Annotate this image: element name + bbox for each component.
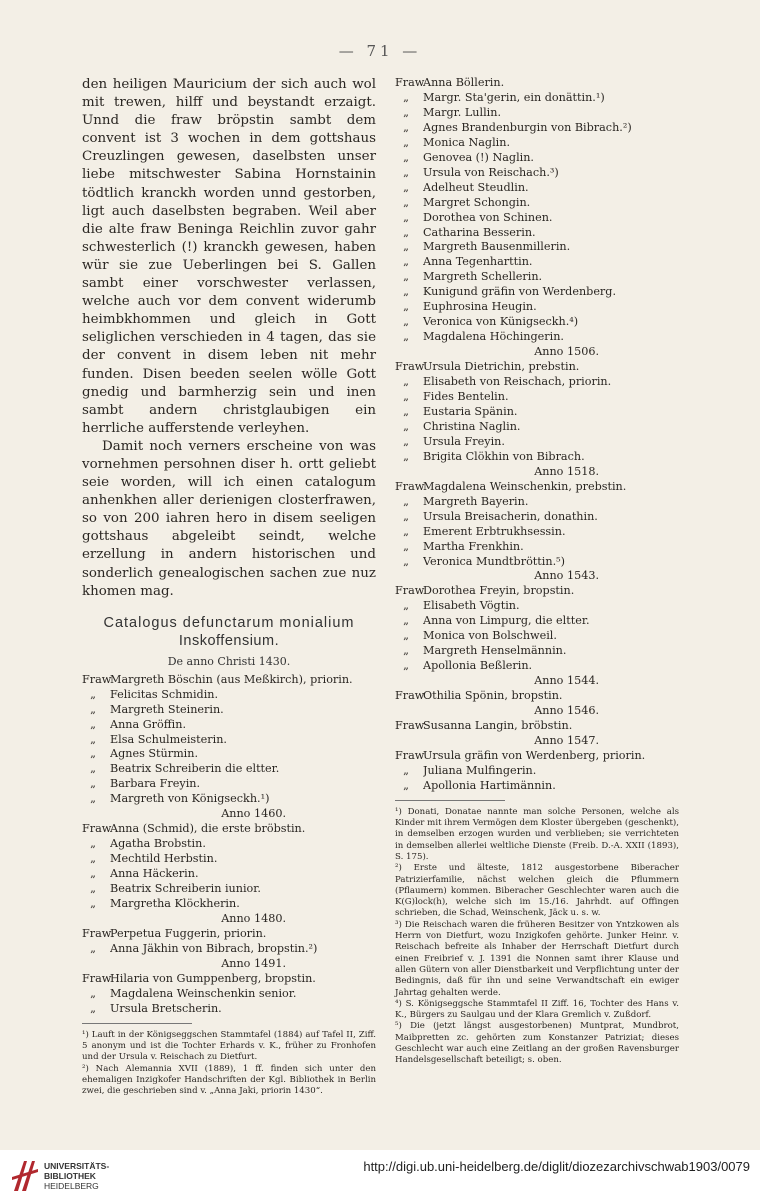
entry-prefix: Fraw — [395, 718, 425, 732]
entry-prefix: Fraw — [82, 822, 112, 836]
entry-prefix: „ — [403, 270, 409, 284]
entry-name: Margreth Böschin (aus Meßkirch), priorin. — [110, 672, 353, 686]
entry-name: Kunigund gräfin von Werdenberg. — [423, 285, 616, 299]
list-item — [82, 747, 376, 762]
entry-prefix: „ — [403, 778, 409, 792]
entry-name: Ursula von Reischach.³) — [423, 165, 559, 179]
entry-prefix: „ — [403, 554, 409, 568]
entry-name: Christina Naglin. — [423, 419, 521, 433]
list-item — [82, 942, 376, 957]
entry-prefix: „ — [403, 763, 409, 777]
entry-prefix: Fraw — [395, 748, 425, 762]
entry-prefix: „ — [403, 105, 409, 119]
entry-name: Margreth Bausenmillerin. — [423, 240, 571, 254]
entry-name: Anna Böllerin. — [423, 76, 505, 89]
entry-name: Anna (Schmid), die erste bröbstin. — [110, 822, 306, 836]
entry-name: Magdalena Höchingerin. — [423, 330, 564, 344]
footnote: ⁴) S. Königseggsche Stammtafel II Ziff. 16, Tochter des Hans v. K., Bürgers zu Saulgau und der Klara Gremlich v. Zußdorf. — [395, 998, 679, 1021]
entry-prefix: „ — [90, 897, 96, 911]
footnote: ²) Nach Alemannia XVII (1889), 1 ff. finden sich unter den ehemaligen Inzigkofer Handschriften der Kgl. Bibliothek in Berlin zwei, die geschrieben sind v. „Anna Jaki, priorin 1430“. — [82, 1063, 376, 1097]
entry-prefix: „ — [403, 330, 409, 344]
entry-prefix: „ — [90, 702, 96, 716]
entry-prefix: „ — [90, 717, 96, 731]
list-item — [395, 196, 679, 211]
list-item — [395, 121, 679, 136]
list-item — [395, 555, 679, 570]
list-item — [395, 405, 679, 420]
right-column — [395, 76, 679, 1067]
entry-name: Barbara Freyin. — [110, 777, 201, 791]
entry-prefix: Fraw — [82, 926, 112, 940]
entry-name: Ursula Breisacherin, donathin. — [423, 509, 598, 523]
footnote: ³) Die Reischach waren die früheren Besitzer von Yntzkowen als Herrn von Dietfurt, wozu Inzigkofen gehörte. Junker Heinr. v. Reischach befreite als Inhaber der Herrschaft Dietfurt durch einen Freibrief v. J. 1391 die Nonnen samt ihrer Klause und allen Gütern von aller Dienstbarkeit und Verpflichtung unter der Bedingnis, daß für ihn und seine Verwandtschaft ein ewiger Jahrtag gehalten werde. — [395, 919, 679, 998]
entry-name: Othilia Spönin, bropstin. — [423, 689, 563, 703]
entry-prefix: „ — [90, 1001, 96, 1015]
entry-prefix: Fraw — [395, 479, 425, 493]
year-heading: Anno 1547. — [534, 733, 599, 747]
entry-name: Monica von Bolschweil. — [423, 629, 557, 643]
entry-prefix: „ — [90, 941, 96, 955]
list-item — [395, 226, 679, 241]
list-item — [82, 822, 376, 837]
list-item — [82, 1002, 376, 1017]
list-item — [395, 285, 679, 300]
entry-name: Elisabeth Vögtin. — [423, 599, 520, 613]
entry-prefix: „ — [90, 867, 96, 881]
entry-name: Genovea (!) Naglin. — [423, 150, 534, 164]
entry-name: Anna Gröffin. — [110, 717, 187, 731]
year-heading: Anno 1506. — [534, 345, 599, 359]
entry-prefix: „ — [403, 210, 409, 224]
list-item — [395, 151, 679, 166]
list-item — [82, 882, 376, 897]
footnote-divider — [395, 800, 505, 801]
right-footnotes — [395, 807, 679, 1067]
entry-prefix: „ — [403, 449, 409, 463]
list-item — [395, 480, 679, 495]
entry-name: Brigita Clökhin von Bibrach. — [423, 449, 585, 463]
entry-prefix: „ — [403, 285, 409, 299]
list-item — [395, 510, 679, 525]
entry-prefix: „ — [90, 762, 96, 776]
list-item — [395, 779, 679, 794]
entry-prefix: Fraw — [395, 584, 425, 598]
entry-name: Perpetua Fuggerin, priorin. — [110, 926, 267, 940]
list-item — [82, 897, 376, 912]
list-item — [395, 255, 679, 270]
list-item — [395, 599, 679, 614]
entry-prefix: Fraw — [82, 672, 112, 686]
entry-name: Margreth Schellerin. — [423, 270, 543, 284]
entry-name: Margretha Klöckherin. — [110, 897, 240, 911]
list-item — [395, 76, 679, 91]
year-heading: Anno 1543. — [534, 569, 599, 583]
left-footnotes — [82, 1030, 376, 1098]
entry-name: Beatrix Schreiberin die eltter. — [110, 762, 280, 776]
entry-prefix: „ — [403, 629, 409, 643]
footnote: ⁵) Die (jetzt längst ausgestorbenen) Muntprat, Mundbrot, Maibpretten zc. gehörten zum Konstanzer Patriziat; dieses Geschlecht war auch eine Zeitlang an der großen Ravensburger Handelsgesellschaft beteiligt; s. oben. — [395, 1021, 679, 1066]
entry-prefix: „ — [403, 195, 409, 209]
entry-prefix: „ — [403, 300, 409, 314]
entry-name: Euphrosina Heugin. — [423, 300, 537, 314]
entry-name: Susanna Langin, bröbstin. — [423, 718, 573, 732]
list-item — [395, 106, 679, 121]
list-item — [395, 719, 679, 734]
entry-name: Magdalena Weinschenkin, prebstin. — [423, 479, 627, 493]
entry-prefix: „ — [403, 240, 409, 254]
list-item — [395, 764, 679, 779]
list-item — [395, 525, 679, 540]
entry-name: Catharina Besserin. — [423, 225, 536, 239]
list-item — [395, 540, 679, 555]
list-item — [82, 718, 376, 733]
library-name: UNIVERSITÄTS- BIBLIOTHEK HEIDELBERG — [44, 1161, 110, 1191]
entry-name: Veronica Mundtbröttin.⁵) — [423, 554, 565, 568]
entry-prefix: „ — [403, 135, 409, 149]
entry-prefix: „ — [403, 599, 409, 613]
entry-name: Adelheut Steudlin. — [423, 180, 529, 194]
entry-name: Margr. Sta'gerin, ein donättin.¹) — [423, 90, 605, 104]
university-library-logo-icon — [10, 1157, 40, 1195]
entry-prefix: „ — [403, 524, 409, 538]
entry-prefix: „ — [403, 120, 409, 134]
footnote: ¹) Lauft in der Königseggschen Stammtafel (1884) auf Tafel II, Ziff. 5 anonym und ist die Tochter Erhards v. K., früher zu Fronhofen und der Ursula v. Reischach zu Dietfurt. — [82, 1029, 376, 1063]
entry-name: Ursula Dietrichin, prebstin. — [423, 360, 580, 374]
list-item — [82, 673, 376, 688]
entry-prefix: „ — [403, 539, 409, 553]
list-item — [395, 450, 679, 465]
list-item — [395, 211, 679, 226]
list-item — [82, 688, 376, 703]
catalog-start-year: De anno Christi 1430. — [167, 654, 291, 668]
entry-prefix: „ — [403, 180, 409, 194]
list-item — [82, 733, 376, 748]
entry-prefix: „ — [403, 315, 409, 329]
entry-name: Mechtild Herbstin. — [110, 852, 218, 866]
list-item — [82, 987, 376, 1002]
left-column — [82, 76, 376, 1097]
entry-prefix: „ — [403, 494, 409, 508]
left-nun-list — [82, 673, 376, 1017]
list-item — [395, 240, 679, 255]
list-item — [395, 166, 679, 181]
entry-prefix: Fraw — [395, 76, 425, 89]
entry-prefix: Fraw — [82, 971, 112, 985]
list-item — [395, 435, 679, 450]
entry-name: Margr. Lullin. — [423, 105, 501, 119]
entry-name: Martha Frenkhin. — [423, 539, 524, 553]
entry-prefix: „ — [90, 986, 96, 1000]
entry-prefix: „ — [90, 732, 96, 746]
catalog-title: Catalogus defunctarum monialium — [103, 614, 355, 631]
body-paragraph-2: Damit noch verners erscheine von was vornehmen persohnen diser h. ortt geliebt seie worden, will ich einen catalogum anhenkhen aller derienigen closterfrawen, so von 200 iahren hero in disem seeligen gottshaus abgeleibt seindt, welche erzellung in andern historischen und sonderlich genealogischen sachen zue nuz khomen mag. — [82, 438, 376, 599]
entry-prefix: „ — [90, 777, 96, 791]
list-item — [395, 495, 679, 510]
list-item — [395, 181, 679, 196]
list-item — [395, 584, 679, 599]
list-item — [395, 659, 679, 674]
list-item — [82, 703, 376, 718]
list-item — [82, 927, 376, 942]
list-item — [395, 315, 679, 330]
entry-prefix: „ — [90, 687, 96, 701]
entry-name: Emerent Erbtrukhsessin. — [423, 524, 566, 538]
entry-prefix: „ — [403, 419, 409, 433]
year-heading: Anno 1544. — [534, 674, 599, 688]
entry-name: Monica Naglin. — [423, 135, 511, 149]
entry-name: Ursula Bretscherin. — [110, 1001, 222, 1015]
list-item — [395, 270, 679, 285]
entry-name: Ursula Freyin. — [423, 434, 505, 448]
entry-prefix: „ — [403, 434, 409, 448]
entry-name: Margret Schongin. — [423, 195, 531, 209]
entry-name: Fides Bentelin. — [423, 390, 509, 404]
entry-prefix: „ — [403, 255, 409, 269]
list-item — [82, 777, 376, 792]
entry-name: Margreth Bayerin. — [423, 494, 529, 508]
list-item — [82, 792, 376, 807]
footnote: ¹) Donati, Donatae nannte man solche Personen, welche als Kinder mit ihrem Vermögen dem Kloster übergeben (geschenkt), in demselben erzogen wurden und verblieben; sie verrichteten in demselben allerlei weltliche Dienste (Freib. D.-A. XXII (1893), S. 175). — [395, 806, 679, 862]
list-item — [82, 762, 376, 777]
entry-prefix: „ — [90, 882, 96, 896]
entry-name: Apollonia Beßlerin. — [423, 659, 533, 673]
entry-name: Felicitas Schmidin. — [110, 687, 219, 701]
entry-name: Dorothea von Schinen. — [423, 210, 553, 224]
list-item — [82, 837, 376, 852]
body-paragraph-1: den heiligen Mauricium der sich auch wol mit trewen, hilff und beystandt erzaigt. Unnd die fraw bröpstin sambt dem convent ist 3 wochen in dem gottshaus Creuzlingen gewesen, daselbsten unser liebe mitschwester Sabina Hornstainin tödtlich kranckh worden unnd gestorben, ligt auch daselbsten begraben. Weil aber die alte fraw Beninga Reichlin zuvor gahr schwesterlich (!) kranckh gewesen, haben wür sie zue Ueberlingen bei S. Gallen sambt einer vorschwester verlassen, welche auch vor dem convent widerumb heimbkhommen und gleich in Gott seliglichen verschieden in 4 tagen, das sie der convent in disem leben nit mehr funden. Disen beeden seelen wölle Gott gnedig und barmherzig sein und inen sambt andern christglaubigen ein herrliche aufferstende verleyhen. — [82, 77, 376, 436]
footnote: ²) Erste und älteste, 1812 ausgestorbene Biberacher Patrizierfamilie, nächst welchen gleich die Pflummern (Pflaumern) kommen. Biberacher Geschlechter waren auch die K(G)lock(h), welche sich im 15./16. Jahrhdt. auf Offingen schrieben, die Schad, Weinschenk, Jäck u. s. w. — [395, 863, 679, 919]
entry-prefix: „ — [90, 792, 96, 806]
entry-name: Elisabeth von Reischach, priorin. — [423, 375, 612, 389]
entry-prefix: Fraw — [395, 689, 425, 703]
entry-prefix: „ — [403, 509, 409, 523]
list-item — [395, 91, 679, 106]
list-item — [395, 749, 679, 764]
entry-name: Anna Häckerin. — [110, 867, 199, 881]
list-item — [395, 644, 679, 659]
entry-name: Apollonia Hartimännin. — [423, 778, 556, 792]
entry-prefix: Fraw — [395, 360, 425, 374]
entry-name: Margreth von Königseckh.¹) — [110, 792, 270, 806]
entry-prefix: „ — [403, 659, 409, 673]
entry-prefix: „ — [90, 852, 96, 866]
list-item — [395, 629, 679, 644]
entry-prefix: „ — [403, 150, 409, 164]
entry-prefix: „ — [403, 614, 409, 628]
list-item — [395, 420, 679, 435]
viewer-footer — [0, 1150, 760, 1202]
entry-name: Agatha Brobstin. — [110, 837, 206, 851]
entry-name: Elsa Schulmeisterin. — [110, 732, 227, 746]
year-heading: Anno 1518. — [534, 464, 599, 478]
entry-name: Eustaria Spänin. — [423, 404, 518, 418]
entry-name: Veronica von Künigseckh.⁴) — [423, 315, 579, 329]
entry-name: Agnes Stürmin. — [110, 747, 199, 761]
entry-prefix: „ — [90, 837, 96, 851]
entry-name: Ursula gräfin von Werdenberg, priorin. — [423, 748, 646, 762]
entry-name: Margreth Steinerin. — [110, 702, 224, 716]
entry-name: Anna Tegenharttin. — [423, 255, 533, 269]
year-heading: Anno 1480. — [221, 911, 286, 925]
year-heading: Anno 1460. — [221, 807, 286, 821]
list-item — [395, 375, 679, 390]
entry-prefix: „ — [90, 747, 96, 761]
entry-prefix: „ — [403, 375, 409, 389]
entry-name: Anna von Limpurg, die eltter. — [423, 614, 590, 628]
footnote-divider — [82, 1023, 192, 1024]
right-nun-list — [395, 76, 679, 794]
entry-name: Dorothea Freyin, bropstin. — [423, 584, 575, 598]
list-item — [82, 972, 376, 987]
list-item — [395, 136, 679, 151]
entry-name: Agnes Brandenburgin von Bibrach.²) — [423, 120, 632, 134]
list-item — [395, 390, 679, 405]
list-item — [395, 360, 679, 375]
year-heading: Anno 1491. — [221, 956, 286, 970]
entry-name: Magdalena Weinschenkin senior. — [110, 986, 297, 1000]
list-item — [395, 300, 679, 315]
entry-prefix: „ — [403, 225, 409, 239]
catalog-subtitle: Inskoffensium. — [178, 632, 280, 649]
year-heading: Anno 1546. — [534, 704, 599, 718]
entry-prefix: „ — [403, 390, 409, 404]
entry-prefix: „ — [403, 644, 409, 658]
entry-prefix: „ — [403, 404, 409, 418]
list-item — [82, 852, 376, 867]
list-item — [395, 689, 679, 704]
entry-name: Margreth Henselmännin. — [423, 644, 567, 658]
entry-name: Juliana Mulfingerin. — [423, 763, 537, 777]
page-number: — 71 — — [338, 42, 422, 60]
list-item — [395, 614, 679, 629]
page-url-link[interactable]: http://digi.ub.uni-heidelberg.de/diglit/diozezarchivschwab1903/0079 — [363, 1159, 750, 1174]
entry-name: Anna Jäkhin von Bibrach, bropstin.²) — [110, 941, 318, 955]
entry-name: Beatrix Schreiberin iunior. — [110, 882, 261, 896]
entry-name: Hilaria von Gumppenberg, bropstin. — [110, 971, 316, 985]
list-item — [82, 867, 376, 882]
list-item — [395, 330, 679, 345]
entry-prefix: „ — [403, 90, 409, 104]
entry-prefix: „ — [403, 165, 409, 179]
